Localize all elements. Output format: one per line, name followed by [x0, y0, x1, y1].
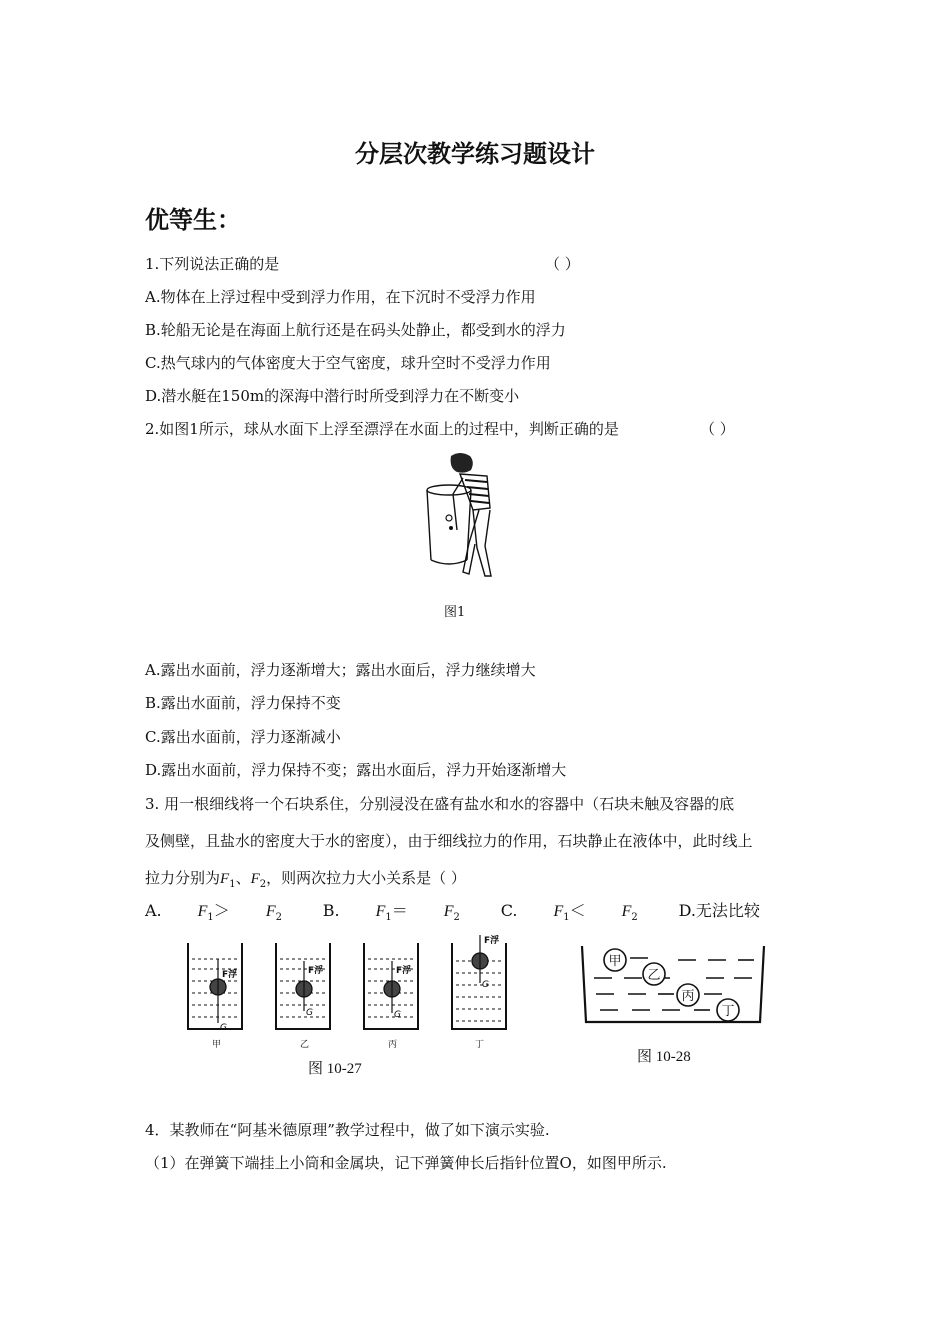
- svg-text:F浮: F浮: [308, 966, 324, 976]
- beaker-bing: [364, 943, 418, 1029]
- q3-option-c: C. $F_1< F_2$: [500, 901, 638, 924]
- q2-option-a: A.露出水面前，浮力逐渐增大；露出水面后，浮力继续增大: [145, 661, 536, 679]
- q3-options: [145, 898, 796, 923]
- subscript-2: 2: [259, 879, 267, 890]
- beaker-label-bing: 丙: [388, 1040, 398, 1050]
- q3-line-1: 3. 用一根细线将一个石块系住，分别浸没在盛有盐水和水的容器中（石块未触及容器的底: [145, 795, 735, 813]
- q1-option-c: C.热气球内的气体密度大于空气密度，球升空时不受浮力作用: [145, 354, 551, 372]
- svg-text:F浮: F浮: [222, 970, 238, 980]
- q3-option-d: D.无法比较: [678, 901, 760, 920]
- q3-line-2: 及侧壁，且盐水的密度大于水的密度），由于细线拉力的作用，石块静止在液体中，此时线上: [145, 832, 753, 850]
- q2-stem: 2.如图1所示，球从水面下上浮至漂浮在水面上的过程中，判断正确的是: [145, 420, 619, 438]
- q2-answer-paren: （ ）: [700, 420, 735, 438]
- svg-text:G: G: [394, 1010, 401, 1020]
- ball-label-bing: 丙: [681, 989, 695, 1004]
- q4-line-1: 4．某教师在“阿基米德原理”教学过程中，做了如下演示实验.: [145, 1121, 550, 1139]
- beaker-jia: [188, 943, 242, 1033]
- q3-line-3-prefix: 拉力分别为: [145, 869, 221, 887]
- page-title: 分层次教学练习题设计: [355, 139, 595, 168]
- q2-option-b: B.露出水面前，浮力保持不变: [145, 694, 341, 712]
- q3-option-a: A. $F_1> F_2$: [145, 901, 282, 924]
- ball-label-jia: 甲: [608, 954, 622, 969]
- q3-option-b: B. $F_1= F_2$: [322, 901, 460, 924]
- beaker-label-yi: 乙: [300, 1040, 310, 1050]
- q2-option-c: C.露出水面前，浮力逐渐减小: [145, 728, 341, 746]
- ball-label-ding: 丁: [721, 1004, 735, 1019]
- subscript-1: 1: [229, 879, 236, 890]
- figure-1-illustration: [415, 448, 505, 578]
- q1-option-a: A.物体在上浮过程中受到浮力作用，在下沉时不受浮力作用: [145, 288, 536, 306]
- beaker-ding: [452, 935, 506, 1029]
- force-symbol: F: [250, 871, 260, 887]
- figure-10-28: [578, 938, 768, 1030]
- q2-option-d: D.露出水面前，浮力保持不变；露出水面后，浮力开始逐渐增大: [145, 761, 567, 779]
- q4-line-2: （1）在弹簧下端挂上小筒和金属块，记下弹簧伸长后指针位置O，如图甲所示.: [145, 1154, 667, 1172]
- svg-text:F浮: F浮: [484, 936, 500, 946]
- q1-option-b: B.轮船无论是在海面上航行还是在码头处静止，都受到水的浮力: [145, 321, 566, 339]
- q1-answer-paren: （ ）: [545, 255, 580, 273]
- q1-stem: 1.下列说法正确的是: [145, 255, 280, 273]
- beaker-label-jia: 甲: [212, 1040, 222, 1050]
- svg-text:G: G: [482, 980, 489, 990]
- svg-text:G: G: [306, 1008, 313, 1018]
- q3-line-3-suffix: ，则两次拉力大小关系是（ ）: [266, 869, 466, 887]
- q1-option-d: D.潜水艇在150m的深海中潜行时所受到浮力在不断变小: [145, 387, 520, 405]
- q3-line-3: [145, 867, 466, 890]
- figure-1-caption: 图1: [444, 605, 466, 620]
- beaker-label-ding: 丁: [475, 1040, 485, 1050]
- ball-label-yi: 乙: [647, 968, 661, 983]
- figure-10-27-caption: 图 10-27: [308, 1061, 362, 1077]
- beaker-yi: [276, 943, 330, 1029]
- svg-text:G: G: [220, 1023, 227, 1033]
- figure-10-27: [180, 935, 510, 1055]
- figure-10-28-caption: 图 10-28: [637, 1049, 691, 1065]
- section-heading: 优等生：: [145, 205, 241, 234]
- force-symbol: F: [220, 871, 230, 887]
- separator: 、: [235, 869, 251, 887]
- svg-text:F浮: F浮: [396, 966, 412, 976]
